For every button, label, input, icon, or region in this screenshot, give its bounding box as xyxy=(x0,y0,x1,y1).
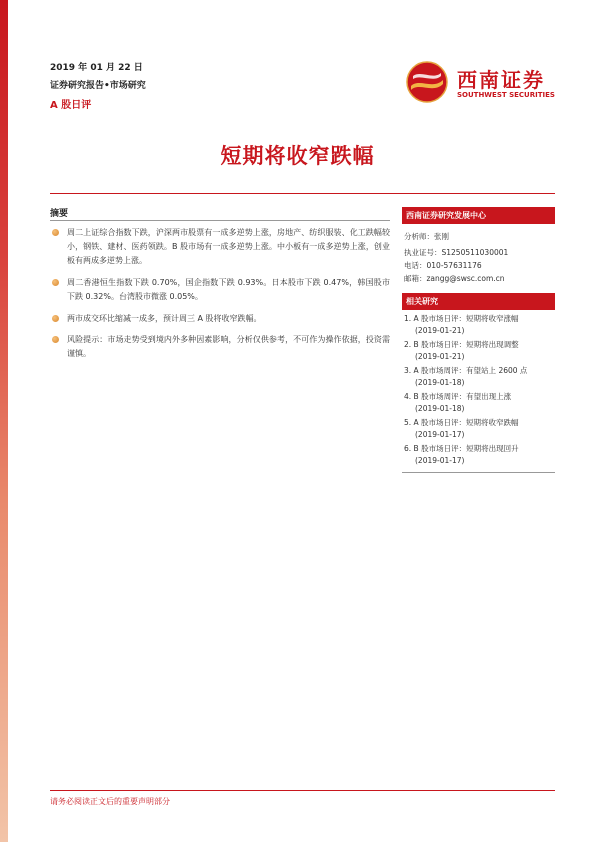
related-report-item[interactable] xyxy=(404,391,555,415)
related-report-title: 3. A 股市场周评：有望站上 2600 点 xyxy=(404,366,528,375)
summary-bullet-text: 周二上证综合指数下跌，沪深两市股票有一成多逆势上涨，房地产、纺织服装、化工跌幅较小，钢铁、建材、医药领跌。B 股市场有一成多逆势上涨。中小板有一成多逆势上涨，创业板有两成多逆势上涨。 xyxy=(67,228,390,265)
left-decorative-stripe xyxy=(0,0,8,842)
related-report-item[interactable] xyxy=(404,313,555,337)
summary-bullet-text: 风险提示：市场走势受到境内外多种因素影响，分析仅供参考，不可作为操作依据，投资需谨慎。 xyxy=(67,335,390,358)
report-date: 2019 年 01 月 22 日 xyxy=(50,63,143,73)
summary-bullet-text: 周二香港恒生指数下跌 0.70%，国企指数下跌 0.93%。日本股市下跌 0.47%，韩国股市下跌 0.32%。台湾股市微涨 0.05%。 xyxy=(67,278,390,301)
related-report-item[interactable] xyxy=(404,443,555,467)
summary-bullet xyxy=(50,333,390,361)
bullet-dot-icon xyxy=(52,336,59,343)
related-report-title: 1. A 股市场日评：短期将收窄涨幅 xyxy=(404,314,519,323)
related-report-title: 5. A 股市场日评：短期将收窄跌幅 xyxy=(404,418,519,427)
related-report-date: (2019-01-18) xyxy=(415,404,465,413)
summary-bullet xyxy=(50,226,390,268)
summary-divider xyxy=(50,220,390,221)
sidebar-related-heading: 相关研究 xyxy=(402,293,555,310)
related-report-item[interactable] xyxy=(404,339,555,363)
logo-emblem-icon xyxy=(405,60,449,104)
related-report-title: 6. B 股市场日评：短期将出现回升 xyxy=(404,444,519,453)
related-report-date: (2019-01-21) xyxy=(415,326,465,335)
bullet-dot-icon xyxy=(52,229,59,236)
analyst-phone: 电话：010-57631176 xyxy=(404,261,482,270)
related-report-date: (2019-01-17) xyxy=(415,430,465,439)
analyst-name: 分析师：张刚 xyxy=(404,232,449,241)
bullet-dot-icon xyxy=(52,279,59,286)
summary-bullet xyxy=(50,312,390,326)
related-report-title: 2. B 股市场日评：短期将出现调整 xyxy=(404,340,519,349)
report-type: A 股日评 xyxy=(50,100,92,111)
sidebar-org-heading: 西南证券研究发展中心 xyxy=(402,207,555,224)
related-report-date: (2019-01-21) xyxy=(415,352,465,361)
summary-heading: 摘要 xyxy=(50,209,69,219)
related-report-item[interactable] xyxy=(404,365,555,389)
logo-name-en: SOUTHWEST SECURITIES xyxy=(457,91,555,99)
report-category: 证券研究报告•市场研究 xyxy=(50,81,146,91)
company-logo xyxy=(405,60,565,104)
title-divider xyxy=(50,193,555,194)
page-title: 短期将收窄跌幅 xyxy=(220,143,375,168)
analyst-license: 执业证号：S1250511030001 xyxy=(404,248,509,257)
summary-bullet-text: 两市成交环比缩减一成多，预计周三 A 股将收窄跌幅。 xyxy=(67,314,262,323)
footer-divider xyxy=(50,790,555,791)
logo-name-cn: 西南证券 xyxy=(457,68,545,92)
related-report-date: (2019-01-17) xyxy=(415,456,465,465)
bullet-dot-icon xyxy=(52,315,59,322)
analyst-email[interactable]: 邮箱：zangg@swsc.com.cn xyxy=(404,274,505,283)
related-report-title: 4. B 股市场周评：有望出现上涨 xyxy=(404,392,512,401)
related-report-item[interactable] xyxy=(404,417,555,441)
summary-bullet xyxy=(50,276,390,304)
footer-notice: 请务必阅读正文后的重要声明部分 xyxy=(50,797,170,806)
sidebar-bottom-divider xyxy=(402,472,555,473)
related-report-date: (2019-01-18) xyxy=(415,378,465,387)
